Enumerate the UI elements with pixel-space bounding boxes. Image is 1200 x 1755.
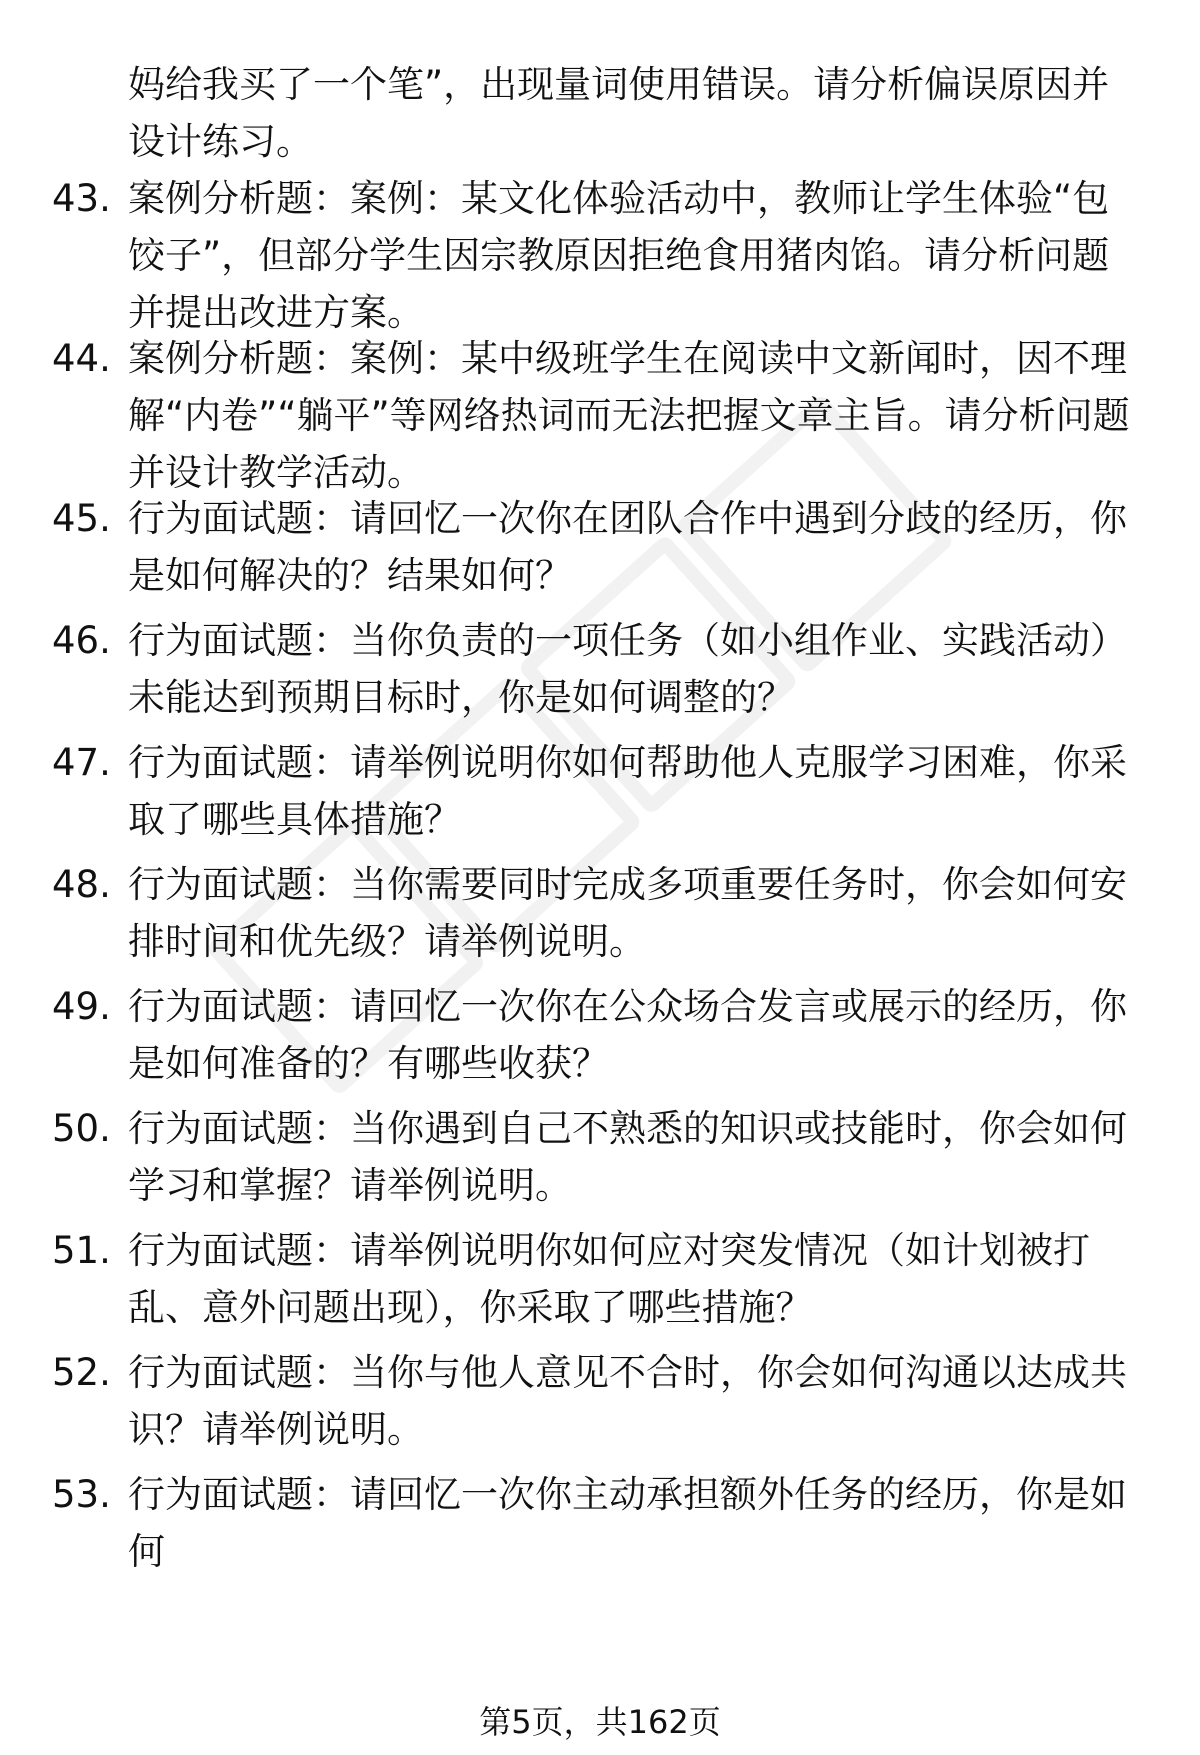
question-text: 行为面试题：请举例说明你如何帮助他人克服学习困难，你采取了哪些具体措施？	[128, 741, 1127, 841]
question-text: 行为面试题：请回忆一次你在团队合作中遇到分歧的经历，你是如何解决的？结果如何？	[128, 497, 1127, 597]
question-number: 50.	[52, 1107, 111, 1150]
question-text: 行为面试题：当你需要同时完成多项重要任务时，你会如何安排时间和优先级？请举例说明。	[128, 863, 1127, 963]
question-text: 行为面试题：当你遇到自己不熟悉的知识或技能时，你会如何学习和掌握？请举例说明。	[128, 1107, 1127, 1207]
question-number: 52.	[52, 1351, 111, 1394]
question-text: 案例分析题：案例：某文化体验活动中，教师让学生体验“包饺子”，但部分学生因宗教原因拒绝食用猪肉馅。请分析问题并提出改进方案。	[128, 177, 1110, 334]
question-number: 53.	[52, 1473, 111, 1516]
question-number: 46.	[52, 619, 111, 662]
page-footer: 第5页，共162页	[479, 1703, 721, 1741]
question-text: 行为面试题：当你与他人意见不合时，你会如何沟通以达成共识？请举例说明。	[128, 1351, 1127, 1451]
question-text: 行为面试题：请回忆一次你在公众场合发言或展示的经历，你是如何准备的？有哪些收获？	[128, 985, 1127, 1085]
question-number: 48.	[52, 863, 111, 906]
continuation-text: 妈给我买了一个笔”，出现量词使用错误。请分析偏误原因并设计练习。	[128, 63, 1110, 163]
question-number: 45.	[52, 497, 111, 540]
question-text: 行为面试题：请举例说明你如何应对突发情况（如计划被打乱、意外问题出现），你采取了哪些措施？	[128, 1229, 1090, 1329]
question-number: 47.	[52, 741, 111, 784]
question-text: 行为面试题：请回忆一次你主动承担额外任务的经历，你是如何	[128, 1473, 1127, 1573]
question-text: 案例分析题：案例：某中级班学生在阅读中文新闻时，因不理解“内卷”“躺平”等网络热词而无法把握文章主旨。请分析问题并设计教学活动。	[128, 337, 1130, 494]
question-number: 44.	[52, 337, 111, 380]
question-number: 51.	[52, 1229, 111, 1272]
question-text: 行为面试题：当你负责的一项任务（如小组作业、实践活动）未能达到预期目标时，你是如何调整的？	[128, 619, 1127, 719]
question-number: 43.	[52, 177, 111, 220]
question-number: 49.	[52, 985, 111, 1028]
